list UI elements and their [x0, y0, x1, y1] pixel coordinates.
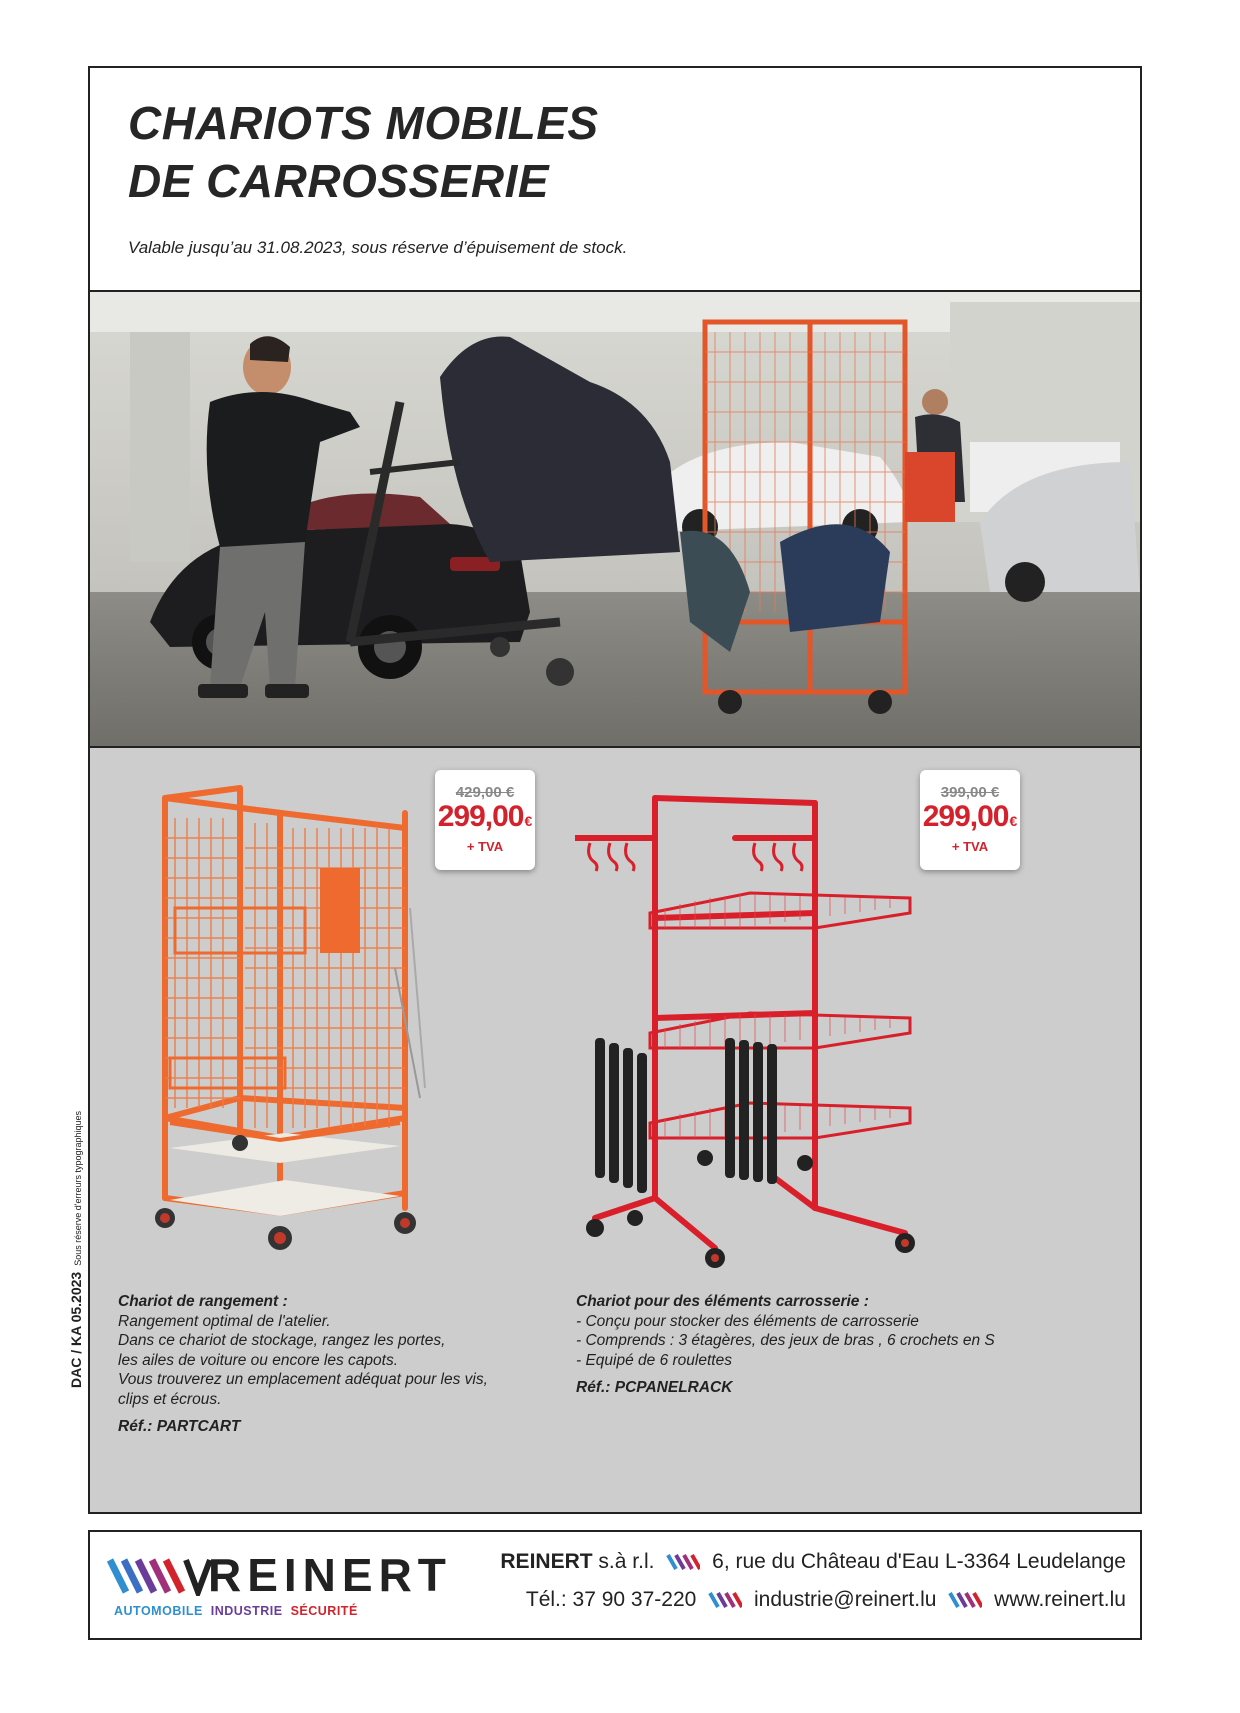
description-line: - Equipé de 6 roulettes	[576, 1351, 732, 1369]
products-section	[90, 748, 1140, 1512]
document-code: DAC / KA 05.2023	[68, 1271, 84, 1388]
phone-number: Tél.: 37 90 37-220	[525, 1588, 697, 1611]
price-card-partcart	[435, 770, 535, 870]
logo-stripes-icon	[102, 1556, 222, 1596]
header	[90, 68, 1140, 290]
pcpanelrack-description	[576, 1292, 1116, 1398]
title-line-1: CHARIOTS MOBILES	[128, 97, 599, 149]
flyer-frame	[88, 66, 1142, 1514]
description-line: - Conçu pour stocker des éléments de carrosserie	[576, 1312, 919, 1330]
new-price-amount: 299,00	[922, 800, 1009, 833]
workshop-photo	[90, 290, 1140, 748]
tax-note: + TVA	[466, 839, 504, 854]
description-line: Vous trouverez un emplacement adéquat pour les vis,	[118, 1371, 488, 1388]
product-heading: Chariot pour des éléments carrosserie :	[576, 1293, 869, 1310]
product-reference: Réf.: PCPANELRACK	[576, 1379, 733, 1396]
side-note	[68, 1111, 84, 1388]
logo-wordmark: REINERT	[208, 1549, 452, 1601]
new-price	[920, 801, 1020, 837]
description-line: Dans ce chariot de stockage, rangez les portes,	[118, 1332, 446, 1349]
new-price	[435, 801, 535, 837]
old-price: 429,00 €	[455, 784, 515, 801]
new-price-amount: 299,00	[437, 800, 524, 833]
description-line: les ailes de voiture ou encore les capots.	[118, 1351, 399, 1369]
description-line: - Comprends : 3 étagères, des jeux de bras , 6 crochets en S	[576, 1332, 995, 1349]
currency-symbol: €	[1009, 813, 1018, 829]
title-line-2: DE CARROSSERIE	[128, 155, 550, 207]
validity-note: Valable jusqu’au 31.08.2023, sous réserve d’épuisement de stock.	[128, 238, 628, 257]
contact-line	[526, 1588, 1126, 1612]
company-name: REINERT	[500, 1550, 593, 1573]
partcart-image	[145, 768, 455, 1258]
company-suffix: s.à r.l.	[598, 1550, 655, 1573]
page-title	[128, 94, 599, 210]
currency-symbol: €	[524, 813, 533, 829]
website-link[interactable]: www.reinert.lu	[994, 1588, 1126, 1611]
footer	[88, 1530, 1142, 1640]
tag-securite: SÉCURITÉ	[290, 1604, 358, 1618]
email-link[interactable]: industrie@reinert.lu	[754, 1588, 937, 1611]
stripes-icon	[666, 1553, 700, 1571]
old-price: 399,00 €	[940, 784, 1000, 801]
product-reference: Réf.: PARTCART	[118, 1418, 241, 1435]
street-address: 6, rue du Château d'Eau L-3364 Leudelange	[712, 1550, 1126, 1573]
stripes-icon	[708, 1591, 742, 1609]
logo-tagline	[114, 1604, 358, 1618]
price-card-pcpanelrack	[920, 770, 1020, 870]
tag-automobile: AUTOMOBILE	[114, 1604, 203, 1618]
workshop-illustration	[90, 292, 1140, 748]
partcart-description	[118, 1292, 558, 1437]
tag-industrie: INDUSTRIE	[210, 1604, 283, 1618]
product-heading: Chariot de rangement :	[118, 1293, 288, 1310]
tax-note: + TVA	[951, 839, 989, 854]
typo-disclaimer: Sous réserve d'erreurs typographiques	[73, 1110, 83, 1266]
description-line: clips et écrous.	[118, 1390, 222, 1408]
description-line: Rangement optimal de l'atelier.	[118, 1312, 331, 1330]
address-line	[500, 1550, 1126, 1574]
stripes-icon	[948, 1591, 982, 1609]
